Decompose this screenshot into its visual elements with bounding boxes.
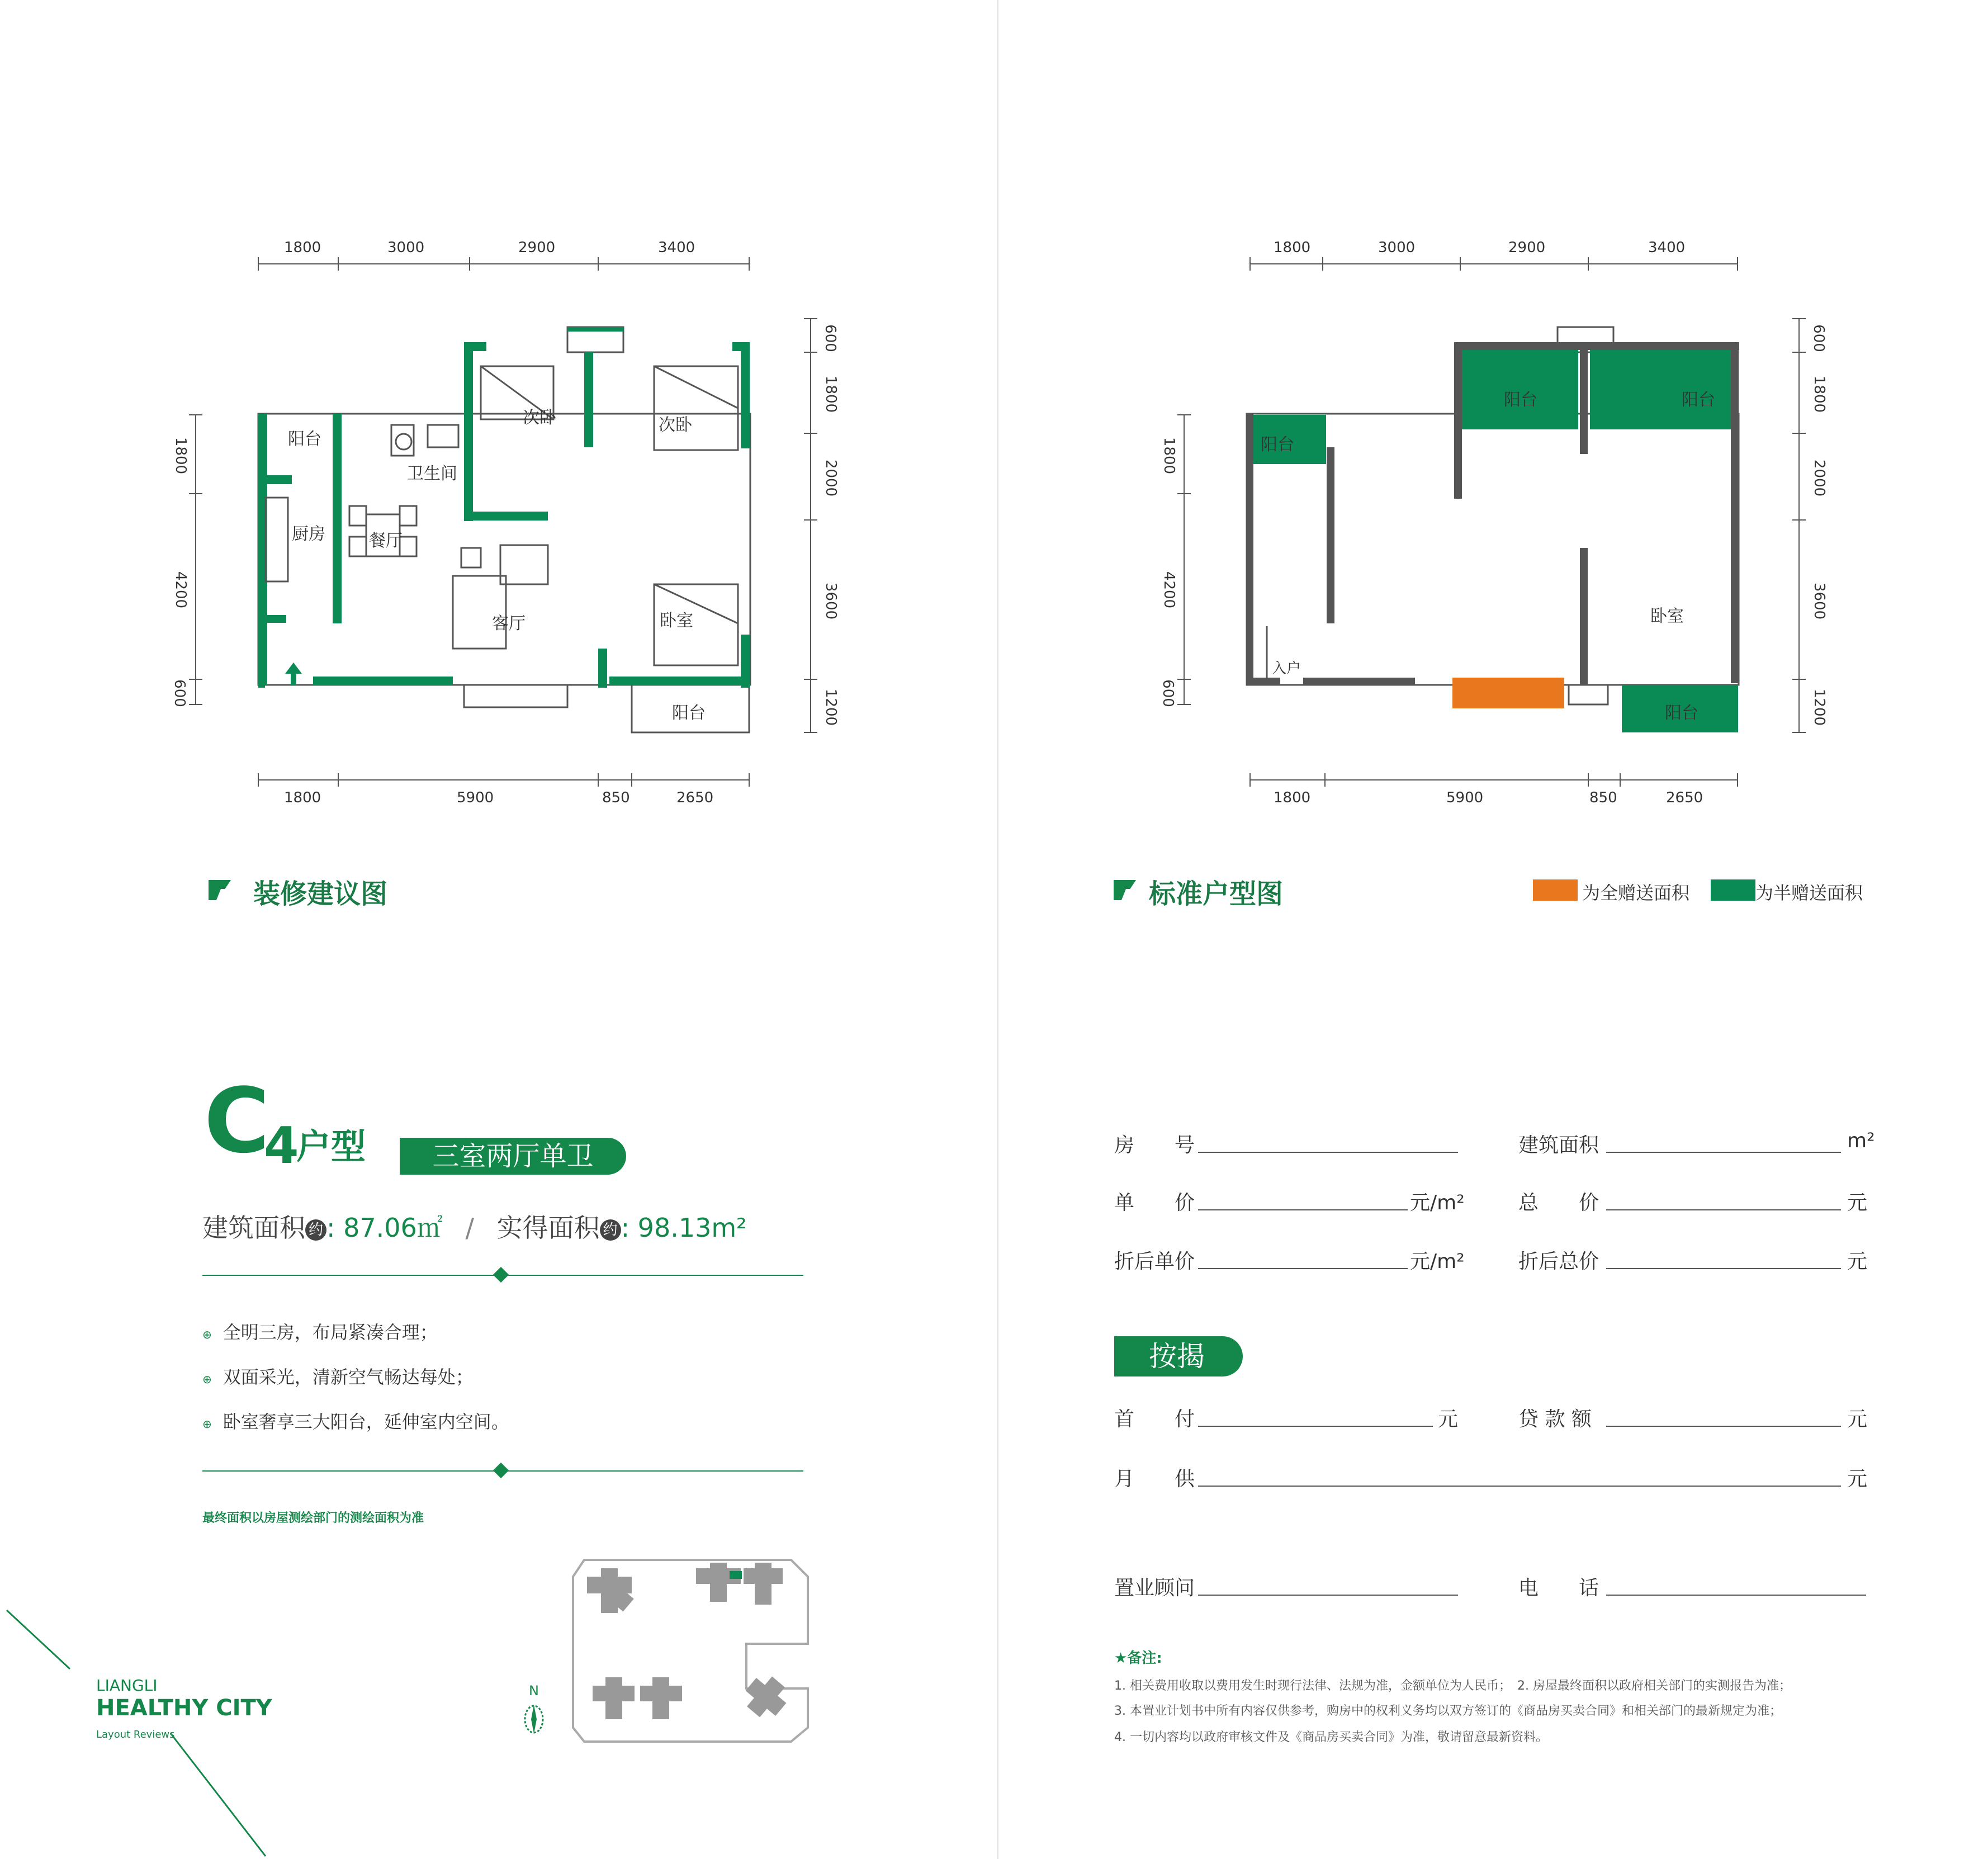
form-monthly-unit: 元 (1847, 1468, 1868, 1491)
form-monthly-label: 月 供 (1114, 1468, 1195, 1491)
room-bedroom: 卧室 (660, 611, 693, 631)
right-bottom-dim-2: 5900 (1446, 789, 1484, 806)
approx-badge: 约 (600, 1219, 621, 1241)
form-unit-price-unit: 元/m² (1410, 1191, 1465, 1214)
right-top-dim-4: 3400 (1648, 239, 1686, 256)
room-balcony-1: 阳台 (288, 429, 321, 449)
actual-area-value: : 98.13m² (621, 1213, 747, 1243)
left-rside-dim-3: 2000 (822, 459, 840, 497)
built-area-value: : 87.06㎡ (326, 1213, 443, 1243)
left-rside-dim-5: 1200 (822, 688, 840, 726)
approx-badge: 约 (305, 1219, 326, 1241)
green-flag-icon (209, 878, 234, 902)
form-disc-unit-price-unit: 元/m² (1410, 1250, 1465, 1273)
right-top-dim-3: 2900 (1508, 239, 1546, 256)
unit-type-suffix: 户型 (296, 1126, 366, 1167)
right-rside-dim-3: 2000 (1811, 459, 1828, 497)
legend-half-gift-swatch (1711, 879, 1755, 901)
room-bathroom: 卫生间 (407, 464, 457, 484)
left-plan-drawing (0, 0, 997, 839)
unit-code-number: 4 (264, 1117, 299, 1175)
left-top-dim-3: 2900 (518, 239, 556, 256)
form-loan-unit: 元 (1847, 1408, 1868, 1431)
form-down-payment-unit: 元 (1438, 1408, 1459, 1431)
form-consultant-field[interactable] (1198, 1595, 1458, 1596)
right-rside-dim-2: 1800 (1811, 375, 1828, 413)
right-side-dim-2: 4200 (1161, 571, 1178, 609)
right-rside-dim-5: 1200 (1811, 688, 1828, 726)
right-bottom-dim-4: 2650 (1666, 789, 1703, 806)
form-built-area-unit: m² (1847, 1129, 1875, 1152)
left-side-dim-2: 4200 (172, 571, 190, 609)
right-bottom-dim-1: 1800 (1274, 789, 1311, 806)
right-room-bedroom: 卧室 (1650, 607, 1684, 626)
feature-text-1: 全明三房，布局紧凑合理； (223, 1322, 438, 1343)
left-bottom-dim-1: 1800 (284, 789, 321, 806)
form-down-payment-field[interactable] (1198, 1426, 1433, 1427)
left-side-dim-1: 1800 (172, 437, 190, 475)
room-dining: 餐厅 (369, 531, 403, 551)
form-consultant-label: 置业顾问 (1114, 1577, 1195, 1600)
feature-text-3: 卧室奢享三大阳台，延伸室内空间。 (223, 1411, 509, 1432)
form-disc-unit-price-field[interactable] (1198, 1268, 1408, 1269)
legend-full-gift-label: 为全赠送面积 (1582, 882, 1690, 904)
feature-text-2: 双面采光，清新空气畅达每处； (223, 1366, 474, 1388)
form-phone-field[interactable] (1606, 1595, 1866, 1596)
right-room-entry: 入户 (1272, 660, 1301, 677)
actual-area-label: 实得面积 (496, 1213, 600, 1243)
right-room-balcony-c: 阳台 (1682, 390, 1715, 410)
form-total-unit: 元 (1847, 1191, 1868, 1214)
area-separator: / (465, 1213, 474, 1243)
room-second-bedroom-a: 次卧 (523, 408, 556, 428)
form-unit-price-label: 单 价 (1114, 1191, 1195, 1214)
right-room-balcony-a: 阳台 (1261, 435, 1294, 455)
green-flag-icon (1114, 878, 1139, 902)
room-kitchen: 厨房 (292, 524, 325, 544)
left-top-dim-1: 1800 (284, 239, 321, 256)
site-map (562, 1549, 813, 1750)
left-rside-dim-4: 3600 (822, 582, 840, 620)
form-built-area-label: 建筑面积 (1518, 1134, 1599, 1157)
form-down-payment-label: 首 付 (1114, 1408, 1195, 1431)
left-bottom-dim-4: 2650 (676, 789, 714, 806)
area-disclaimer: 最终面积以房屋测绘部门的测绘面积为准 (202, 1511, 424, 1525)
left-side-dim-3: 600 (171, 679, 188, 707)
right-room-balcony-d: 阳台 (1665, 703, 1698, 723)
left-top-dim-4: 3400 (658, 239, 695, 256)
form-disc-total-unit: 元 (1847, 1250, 1868, 1273)
left-bottom-dim-2: 5900 (457, 789, 494, 806)
right-plan-caption: 标准户型图 (1149, 878, 1284, 910)
form-total-price-label: 总 价 (1518, 1191, 1599, 1214)
room-living: 客厅 (492, 614, 526, 633)
form-disc-total-label: 折后总价 (1518, 1250, 1599, 1273)
compass-north-label: N (529, 1683, 539, 1699)
mortgage-badge (1114, 1336, 1243, 1376)
feature-item-2: ⊕ 双面采光，清新空气畅达每处； (202, 1366, 474, 1388)
feature-item-1: ⊕ 全明三房，布局紧凑合理； (202, 1322, 438, 1343)
room-balcony-2: 阳台 (672, 703, 706, 723)
brand-line-3: Layout Reviews (96, 1729, 175, 1740)
right-top-dim-2: 3000 (1378, 239, 1416, 256)
right-plan-drawing (998, 0, 1988, 839)
brand-line-2: HEALTHY CITY (96, 1695, 272, 1721)
feature-item-3: ⊕ 卧室奢享三大阳台，延伸室内空间。 (202, 1411, 509, 1432)
left-plan-caption: 装修建议图 (253, 878, 388, 910)
right-room-balcony-b: 阳台 (1504, 390, 1537, 410)
form-unit-price-field[interactable] (1198, 1209, 1408, 1210)
room-second-bedroom-b: 次卧 (659, 415, 692, 435)
form-built-area-field[interactable] (1606, 1152, 1841, 1153)
area-line (202, 1208, 747, 1245)
left-rside-dim-2: 1800 (822, 375, 840, 413)
form-room-no-field[interactable] (1198, 1152, 1458, 1153)
brand-line-1: LIANGLI (96, 1676, 158, 1695)
form-loan-label: 贷 款 额 (1518, 1408, 1592, 1431)
left-bottom-dim-3: 850 (602, 789, 630, 806)
right-rside-dim-1: 600 (1810, 324, 1827, 352)
unit-badge-text: 三室两厅单卫 (432, 1141, 594, 1172)
form-disc-unit-price-label: 折后单价 (1114, 1250, 1195, 1273)
right-top-dim-1: 1800 (1274, 239, 1311, 256)
form-total-price-field[interactable] (1606, 1209, 1841, 1210)
right-side-dim-1: 1800 (1161, 437, 1178, 475)
form-room-no-label: 房 号 (1114, 1134, 1195, 1157)
form-disc-total-field[interactable] (1606, 1268, 1841, 1269)
left-rside-dim-1: 600 (821, 324, 839, 352)
note-line-3: 4. 一切内容均以政府审核文件及《商品房买卖合同》为准，敬请留意最新资料。 (1114, 1730, 1548, 1744)
compass-icon (520, 1702, 548, 1736)
right-side-dim-3: 600 (1159, 679, 1176, 707)
legend-full-gift-swatch (1533, 879, 1578, 901)
left-top-dim-2: 3000 (387, 239, 425, 256)
note-line-1: 1. 相关费用收取以费用发生时现行法律、法规为准，金额单位为人民币； 2. 房屋最终面积以政府相关部门的实测报告为准； (1114, 1679, 1791, 1693)
notes-title: ★备注: (1114, 1650, 1162, 1667)
form-phone-label: 电 话 (1518, 1577, 1599, 1600)
divider-diamond (493, 1267, 509, 1283)
right-bottom-dim-3: 850 (1589, 789, 1617, 806)
unit-code-letter: C (204, 1068, 270, 1173)
divider-diamond (493, 1463, 509, 1478)
legend-half-gift-label: 为半赠送面积 (1755, 882, 1863, 904)
form-monthly-field[interactable] (1198, 1486, 1841, 1487)
built-area-label: 建筑面积 (202, 1213, 305, 1243)
mortgage-title: 按揭 (1149, 1340, 1205, 1373)
decor-diagonals (0, 1593, 291, 1859)
note-line-2: 3. 本置业计划书中所有内容仅供参考，购房中的权利义务均以双方签订的《商品房买卖合同》和相关部门的最新规定为准； (1114, 1704, 1782, 1718)
form-loan-field[interactable] (1606, 1426, 1841, 1427)
unit-badge (400, 1138, 626, 1175)
right-rside-dim-4: 3600 (1811, 582, 1828, 620)
